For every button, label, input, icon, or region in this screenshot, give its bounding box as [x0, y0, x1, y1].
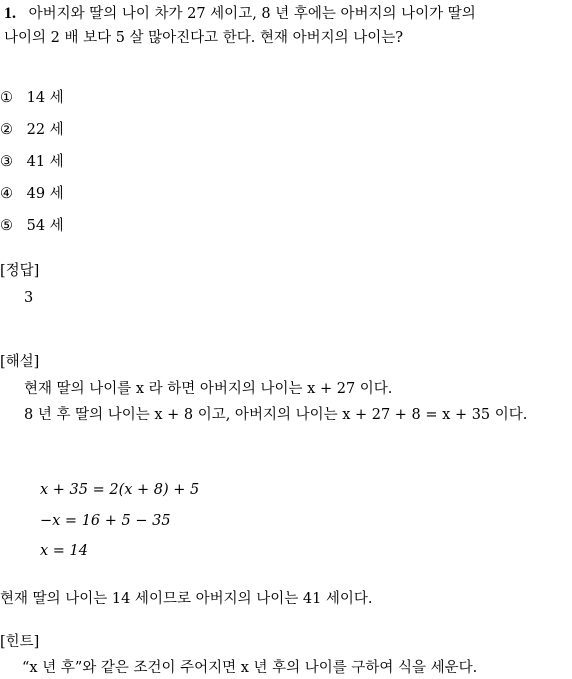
answer-label: [정답]	[0, 263, 40, 279]
choice-1[interactable]	[0, 90, 64, 107]
question-line-1	[4, 4, 476, 23]
choice-4-text: 49 세	[26, 186, 64, 202]
choice-5-mark: ⑤	[0, 218, 13, 234]
explanation-label: [해설]	[0, 354, 40, 370]
question-text-1: 아버지와 딸의 나이 차가 27 세이고, 8 년 후에는 아버지의 나이가 딸의	[28, 6, 476, 22]
question-number: 1.	[4, 5, 16, 22]
choice-5[interactable]	[0, 218, 64, 235]
question-line-2: 나이의 2 배 보다 5 살 많아진다고 한다. 현재 아버지의 나이는?	[4, 30, 404, 46]
equation-3: x = 14	[40, 543, 88, 559]
answer-value: 3	[24, 290, 34, 306]
choice-3-mark: ③	[0, 154, 13, 170]
hint-text: “x 년 후”와 같은 조건이 주어지면 x 년 후의 나이를 구하여 식을 세운다.	[22, 660, 478, 676]
choice-2-text: 22 세	[26, 122, 64, 138]
explanation-conclusion: 현재 딸의 나이는 14 세이므로 아버지의 나이는 41 세이다.	[0, 591, 373, 607]
explanation-line-1: 현재 딸의 나이를 x 라 하면 아버지의 나이는 x + 27 이다.	[24, 381, 393, 397]
choice-3-text: 41 세	[26, 154, 64, 170]
equation-1: x + 35 = 2(x + 8) + 5	[40, 482, 200, 498]
choice-2[interactable]	[0, 122, 64, 139]
choice-2-mark: ②	[0, 122, 13, 138]
choice-4[interactable]	[0, 186, 64, 203]
choice-5-text: 54 세	[26, 218, 64, 234]
equation-2: −x = 16 + 5 − 35	[40, 513, 171, 529]
choice-1-text: 14 세	[26, 90, 64, 106]
choice-1-mark: ①	[0, 90, 13, 106]
choice-3[interactable]	[0, 154, 64, 171]
explanation-line-2: 8 년 후 딸의 나이는 x + 8 이고, 아버지의 나이는 x + 27 + 8 = x + 35 이다.	[24, 407, 528, 423]
choice-4-mark: ④	[0, 186, 13, 202]
hint-label: [힌트]	[0, 634, 40, 650]
